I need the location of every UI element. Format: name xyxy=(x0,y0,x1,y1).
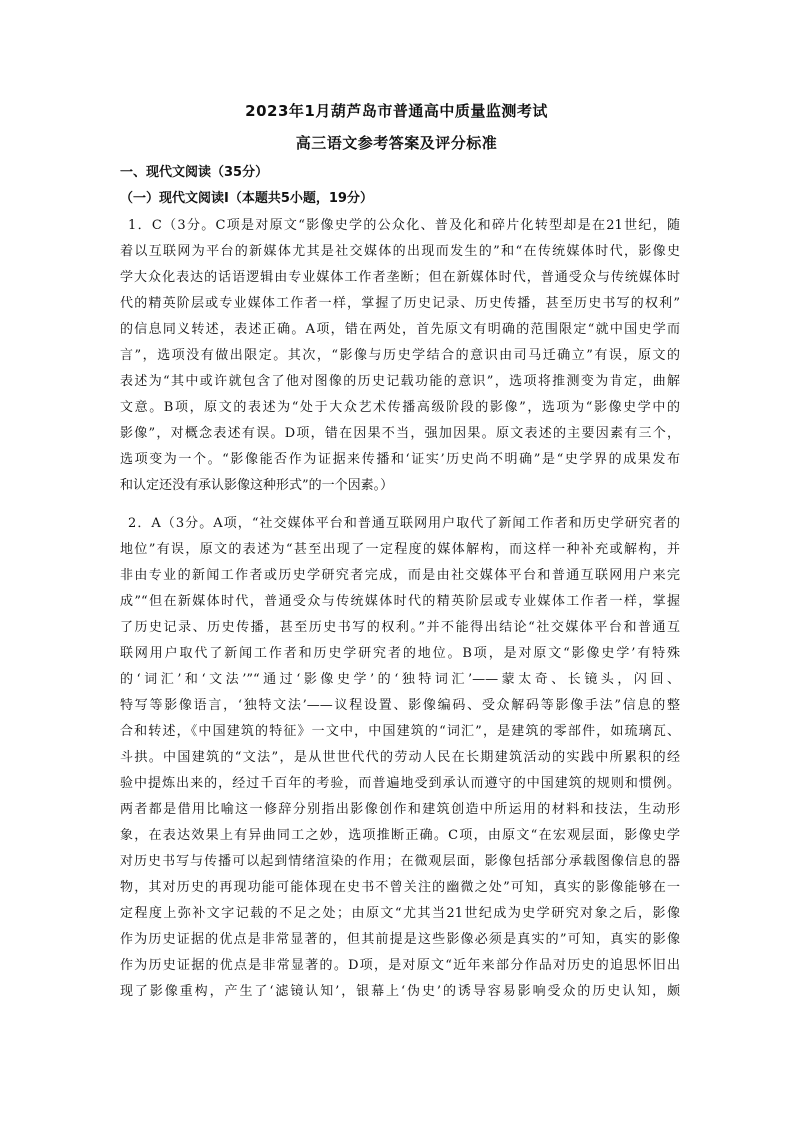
text-line: 选项变为一个。“影像能否作为证据来传播和‘证实’历史尚不明确”是“史学界的成果发布 xyxy=(120,452,680,467)
answer-2-paragraph xyxy=(120,511,680,1005)
text-line: 表述为“其中或许就包含了他对图像的历史记载功能的意识”，选项将推测变为肯定，曲解 xyxy=(120,374,680,389)
text-line: 的‘词汇’和‘文法’”“通过‘影像史学’的‘独特词汇’——蒙太奇、长镜头，闪回、 xyxy=(120,672,680,687)
text-line: 物，其对历史的再现功能可能体现在史书不曾关注的幽微之处”可知，真实的影像能够在一 xyxy=(120,880,680,895)
text-line: 定程度上弥补文字记载的不足之处；由原文“尤其当21世纪成为史学研究对象之后，影像 xyxy=(120,906,680,921)
text-line: 象，在表达效果上有异曲同工之妙，选项推断正确。C项，由原文“在宏观层面，影像史学 xyxy=(120,828,680,843)
text-line: 合和转述，《中国建筑的特征》一文中，中国建筑的“词汇”，是建筑的零部件，如琉璃瓦、 xyxy=(120,724,680,739)
text-line: 现了影像重构，产生了‘滤镜认知’，银幕上‘伪史’的诱导容易影响受众的历史认知，颇 xyxy=(120,984,680,999)
text-line: 1．C（3分。C项是对原文“影像史学的公众化、普及化和碎片化转型却是在21世纪，随 xyxy=(128,218,680,233)
text-line: 两者都是借用比喻这一修辞分别指出影像创作和建筑创造中所运用的材料和技法，生动形 xyxy=(120,802,680,817)
text-line: 代的精英阶层或专业媒体工作者一样，掌握了历史记录、历史传播，甚至历史书写的权利” xyxy=(120,296,680,311)
section-heading: 一、现代文阅读（35分） xyxy=(120,165,269,180)
text-line: 和认定还没有承认影像这种形式”的一个因素。） xyxy=(120,478,394,493)
document-subtitle: 高三语文参考答案及评分标准 xyxy=(295,134,498,152)
text-line: 地位”有误，原文的表述为“甚至出现了一定程度的媒体解构，而这样一种补充或解构，并 xyxy=(120,542,680,557)
text-line: 了历史记录、历史传播，甚至历史书写的权利。”并不能得出结论“社交媒体平台和普通互 xyxy=(120,620,680,635)
text-line: 学大众化表达的话语逻辑由专业媒体工作者垄断；但在新媒体时代，普通受众与传统媒体时 xyxy=(120,270,680,285)
subsection-heading: （一）现代文阅读Ⅰ（本题共5小题，19分） xyxy=(120,191,373,206)
text-line: 作为历史证据的优点是非常显著的，但其前提是这些影像必须是真实的”可知，真实的影像 xyxy=(120,932,680,947)
text-line: 2．A（3分。A项，“社交媒体平台和普通互联网用户取代了新闻工作者和历史学研究者的 xyxy=(128,516,680,531)
text-line: 对历史书写与传播可以起到情绪渲染的作用；在微观层面，影像包括部分承载图像信息的器 xyxy=(120,854,680,869)
document-title: 2023年1月葫芦岛市普通高中质量监测考试 xyxy=(245,102,548,120)
text-line: 的信息同义转述，表述正确。A项，错在两处，首先原文有明确的范围限定“就中国史学而 xyxy=(120,322,680,337)
answer-1-paragraph xyxy=(120,213,680,499)
text-line: 影像”，对概念表述有误。D项，错在因果不当，强加因果。原文表述的主要因素有三个， xyxy=(120,426,680,441)
text-line: 非由专业的新闻工作者或历史学研究者完成，而是由社交媒体平台和普通互联网用户来完 xyxy=(120,568,680,583)
text-line: 言”，选项没有做出限定。其次，“影像与历史学结合的意识由司马迁确立”有误，原文的 xyxy=(120,348,680,363)
text-line: 着以互联网为平台的新媒体尤其是社交媒体的出现而发生的”和“在传统媒体时代，影像史 xyxy=(120,244,680,259)
text-line: 联网用户取代了新闻工作者和历史学研究者的地位。B项，是对原文“影像史学’有特殊 xyxy=(120,646,680,661)
text-line: 文意。B项，原文的表述为“处于大众艺术传播高级阶段的影像”，选项为“影像史学中的 xyxy=(120,400,680,415)
text-line: 特写等影像语言，‘独特文法’——议程设置、影像编码、受众解码等影像手法”信息的整 xyxy=(120,698,680,713)
text-line: 斗拱。中国建筑的“文法”，是从世世代代的劳动人民在长期建筑活动的实践中所累积的经 xyxy=(120,750,680,765)
text-line: 作为历史证据的优点是非常显著的。D项，是对原文“近年来部分作品对历史的追思怀旧出 xyxy=(120,958,680,973)
text-line: 成”“但在新媒体时代，普通受众与传统媒体时代的精英阶层或专业媒体工作者一样，掌握 xyxy=(120,594,680,609)
text-line: 验中提炼出来的，经过千百年的考验，而普遍地受到承认而遵守的中国建筑的规则和惯例。 xyxy=(120,776,680,791)
